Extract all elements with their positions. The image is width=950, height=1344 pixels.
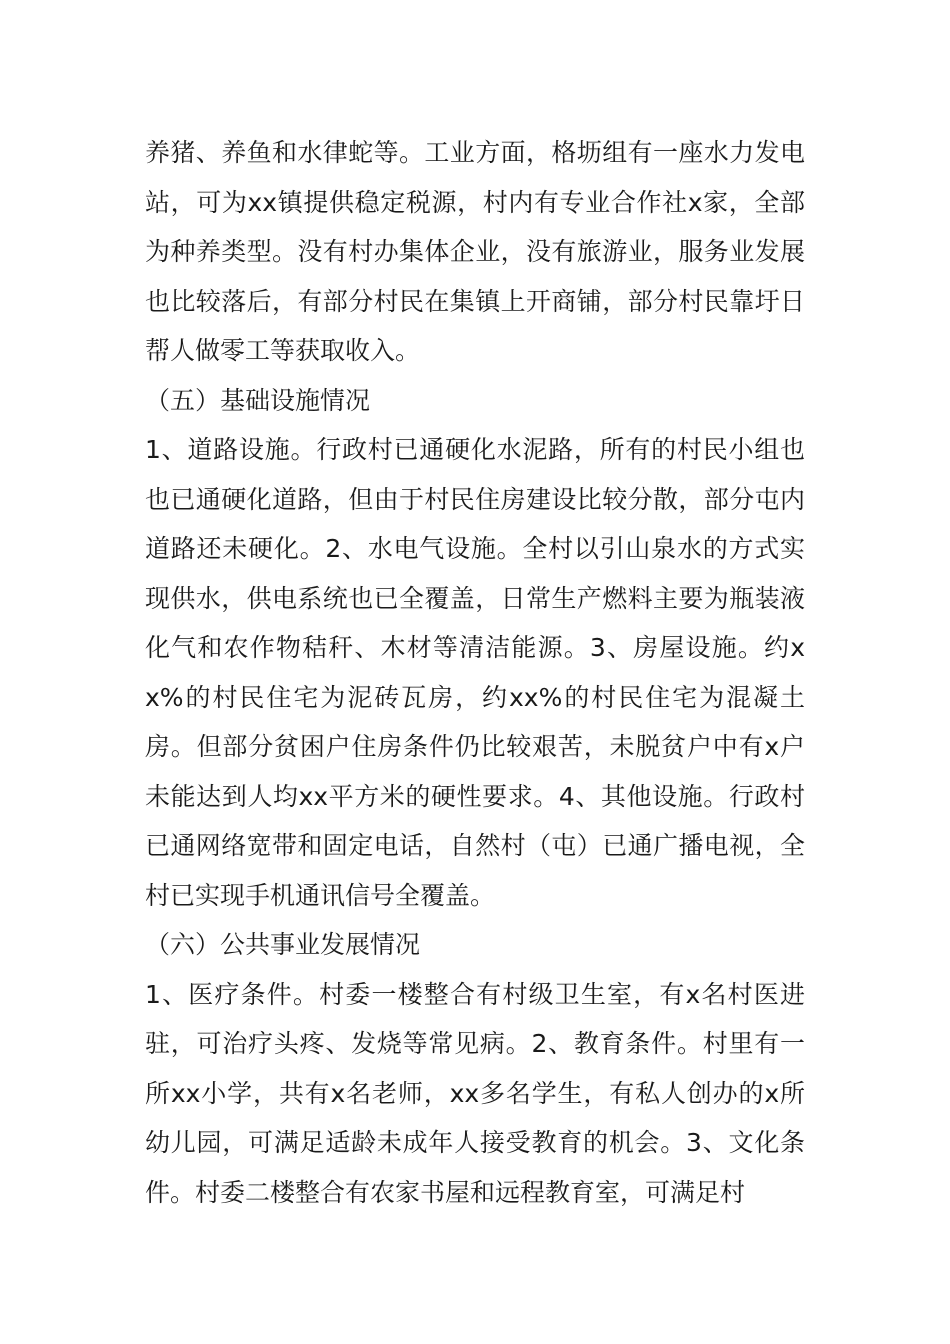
section-heading-infrastructure: （五）基础设施情况 <box>145 385 371 415</box>
paragraph-public-services: 1、医疗条件。村委一楼整合有村级卫生室，有x名村医进驻，可治疗头疼、发烧等常见病。2、教育条件。村里有一所xx小学，共有x名老师，xx多名学生，有私人创办的x所幼儿园，可满足适龄未成年人接受教育的机会。3、文化条件。村委二楼整合有农家书屋和远程教育室，可满足村 <box>145 979 805 1207</box>
section-heading-public-services: （六）公共事业发展情况 <box>145 930 421 959</box>
paragraph-economy: 养猪、养鱼和水律蛇等。工业方面，格坜组有一座水力发电站，可为xx镇提供稳定税源，村内有专业合作社x家，全部为种养类型。没有村办集体企业，没有旅游业，服务业发展也比较落后，有部分村民在集镇上开商铺，部分村民靠圩日帮人做零工等获取收入。 <box>145 138 805 365</box>
paragraph-infrastructure: 1、道路设施。行政村已通硬化水泥路，所有的村民小组也也已通硬化道路，但由于村民住房建设比较分散，部分屯内道路还未硬化。2、水电气设施。全村以引山泉水的方式实现供水，供电系统也已全覆盖，日常生产燃料主要为瓶装液化气和农作物秸秆、木材等清洁能源。3、房屋设施。约xx%的村民住宅为泥砖瓦房，约xx%的村民住宅为混凝土房。但部分贫困户住房条件仍比较艰苦，未脱贫户中有x户未能达到人均xx平方米的硬性要求。4、其他设施。行政村已通网络宽带和固定电话，自然村（屯）已通广播电视，全村已实现手机通讯信号全覆盖。 <box>145 435 805 910</box>
document-body <box>145 128 805 1217</box>
